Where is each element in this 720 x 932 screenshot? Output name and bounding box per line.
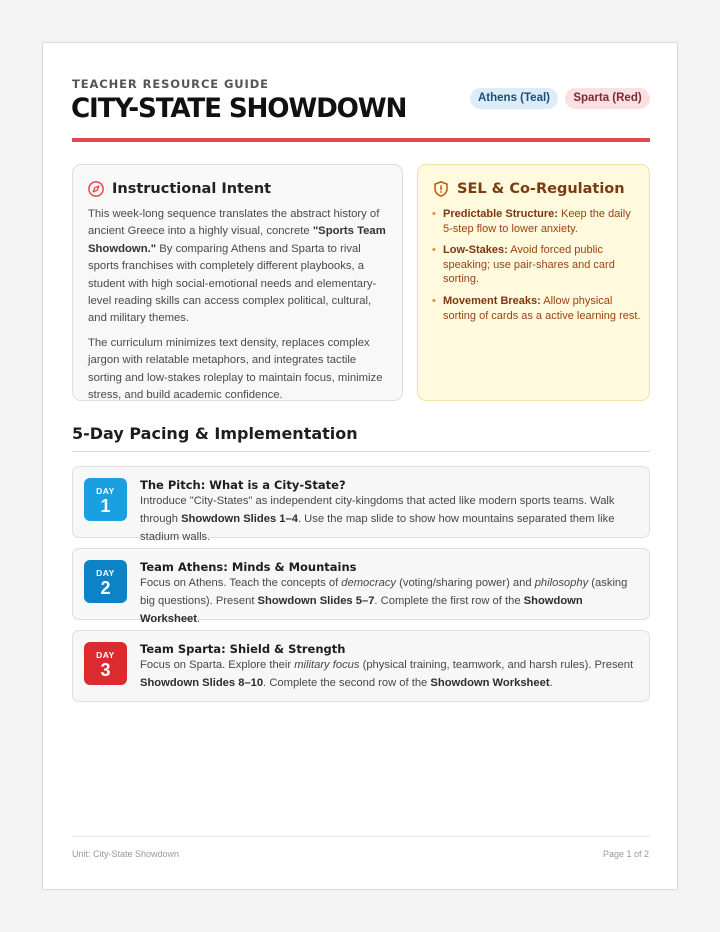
- day-2-desc-a: Focus on Athens. Teach the concepts of: [140, 577, 342, 589]
- header-divider: [72, 138, 650, 142]
- list-item: [432, 243, 642, 287]
- list-item: [432, 294, 642, 323]
- day-2-term-philosophy: philosophy: [534, 577, 589, 589]
- day-1-slides: Showdown Slides 1–4: [181, 513, 298, 525]
- instructional-intent-card: [72, 164, 403, 401]
- intent-title: Instructional Intent: [112, 181, 272, 197]
- intent-p1-highlight: "Sports Team Showdown.": [88, 225, 386, 255]
- sel-coregulation-card: [417, 164, 650, 401]
- sel-list: [432, 207, 642, 330]
- day-1-description: [140, 492, 640, 546]
- day-3-card: [72, 630, 650, 702]
- footer-divider: [72, 836, 650, 837]
- sel-term: Predictable Structure:: [443, 208, 558, 220]
- day-badge-label: DAY: [96, 486, 115, 496]
- list-item: [432, 207, 642, 236]
- day-2-badge: [84, 560, 127, 603]
- day-badge-label: DAY: [96, 650, 115, 660]
- resource-page: [42, 42, 678, 890]
- day-badge-number: 1: [100, 496, 111, 516]
- day-2-term-democracy: democracy: [341, 577, 397, 589]
- sel-term: Movement Breaks:: [443, 294, 541, 307]
- day-2-slides: Showdown Slides 5–7: [257, 595, 375, 607]
- day-badge-number: 2: [100, 578, 111, 598]
- day-1-desc-a: Introduce "City-States" as independent city-kingdoms that acted like modern sports teams. Walk through: [140, 495, 615, 525]
- day-2-desc-e: (asking big questions). Present: [140, 577, 628, 607]
- sel-card-header: [432, 180, 625, 198]
- day-3-desc-g: .: [549, 677, 553, 689]
- day-badge-number: 3: [100, 660, 111, 680]
- day-3-slides: Showdown Slides 8–10: [140, 677, 264, 689]
- day-3-description: [140, 656, 640, 692]
- day-3-term-military: military focus: [294, 659, 360, 671]
- shield-alert-icon: [432, 180, 450, 198]
- section-divider: [72, 451, 650, 452]
- day-3-desc-e: . Complete the second row of the: [263, 677, 431, 689]
- page-title: CITY-STATE SHOWDOWN: [71, 93, 407, 124]
- day-1-title: The Pitch: What is a City-State?: [140, 478, 346, 492]
- day-3-title: Team Sparta: Shield & Strength: [140, 642, 346, 656]
- day-2-desc-c: (voting/sharing power) and: [396, 577, 535, 589]
- day-1-desc-c: . Use the map slide to show how mountains separated them like stadium walls.: [140, 513, 615, 543]
- day-2-card: [72, 548, 650, 625]
- sparta-tag: Sparta (Red): [565, 88, 650, 109]
- intent-body: [88, 206, 390, 404]
- intent-paragraph-1: [88, 206, 390, 328]
- sel-term: Low-Stakes:: [443, 244, 508, 257]
- day-2-desc-i: .: [197, 613, 201, 625]
- day-2-worksheet: Showdown Worksheet: [140, 595, 583, 625]
- intent-card-header: [87, 180, 271, 198]
- compass-icon: [87, 180, 105, 198]
- intent-paragraph-2: The curriculum minimizes text density, replaces complex jargon with relatable metaphors, and integrates tactile sorting and low-stakes roleplay to maintain focus, minimize stress, and build academic confidence.: [88, 336, 383, 402]
- pacing-section-title: 5-Day Pacing & Implementation: [72, 424, 358, 443]
- day-3-badge: [84, 642, 127, 685]
- sel-text: Avoid forced public speaking; use pair-shares and card sorting.: [443, 244, 615, 286]
- intent-p1-text-c: By comparing Athens and Sparta to rival sports franchises with completely different playbooks, a student with high social-emotional needs and elementary-level reading skills can access complex political, cultural, and military themes.: [88, 242, 377, 325]
- day-1-badge: [84, 478, 127, 521]
- day-2-title: Team Athens: Minds & Mountains: [140, 560, 357, 574]
- intent-p1-text-a: This week-long sequence translates the abstract history of ancient Greece into a highly visual, concrete: [88, 208, 380, 238]
- day-2-description: [140, 574, 640, 628]
- sel-title: SEL & Co-Regulation: [457, 181, 625, 197]
- day-badge-label: DAY: [96, 568, 115, 578]
- footer-page-number: Page 1 of 2: [602, 849, 649, 859]
- day-3-desc-c: (physical training, teamwork, and harsh rules). Present: [359, 659, 634, 671]
- athens-tag: Athens (Teal): [470, 88, 558, 109]
- day-1-card: [72, 466, 650, 543]
- day-3-worksheet: Showdown Worksheet: [430, 677, 550, 689]
- day-3-desc-a: Focus on Sparta. Explore their: [140, 659, 295, 671]
- footer-unit-label: Unit: City-State Showdown: [72, 849, 180, 859]
- sel-text: Keep the daily 5-step flow to lower anxiety.: [443, 208, 631, 235]
- eyebrow-label: TEACHER RESOURCE GUIDE: [72, 77, 269, 91]
- sel-text: Allow physical sorting of cards as a active learning rest.: [443, 294, 641, 322]
- day-2-desc-g: . Complete the first row of the: [374, 595, 524, 607]
